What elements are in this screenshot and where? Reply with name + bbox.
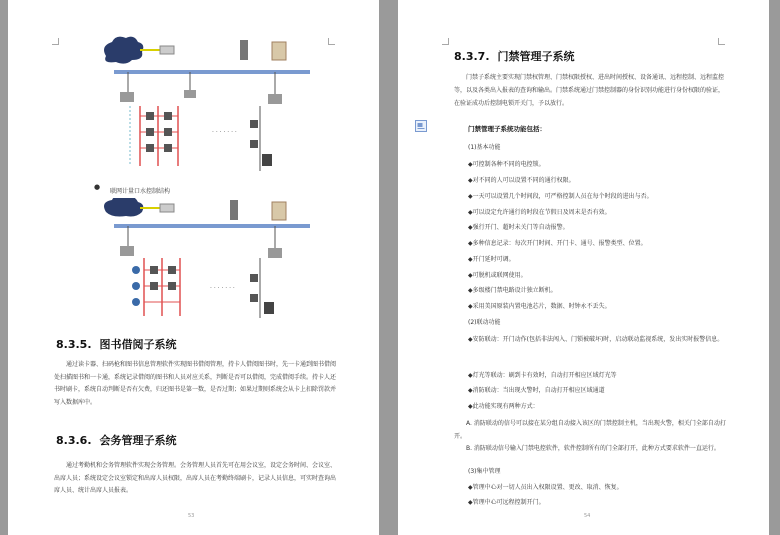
section-number: 8.3.5. [56, 338, 92, 351]
caption-bullet: ● [94, 183, 101, 191]
feature-line: ◆可脱机或联网使用。 [468, 272, 527, 279]
feature-line: ◆可控制各种不同的电控锁。 [468, 161, 545, 168]
feature-line: ◆开门延时可调。 [468, 256, 515, 263]
page-number: 53 [188, 513, 195, 519]
section-number: 8.3.7. [454, 50, 490, 63]
feature-line: ◆采用美国原装内置电池芯片，数据、时钟永不丢失。 [468, 303, 611, 310]
paragraph-access-control-intro: 门禁子系统主要实现门禁权管理、门禁权限授权、进出时间授权、设备通讯、远程控制、远程监控等，以及各类出入报表的查询和输出。门禁系统通过门禁控制器的身份识别功能进行身份权限的验证，在验证成功后控制电锁开关门，予以放行。 [454, 74, 725, 107]
network-diagram-bottom [100, 198, 316, 323]
section-title: 门禁管理子系统 [497, 50, 575, 63]
margin-corner-mark [442, 38, 449, 45]
feature-line: ◆管理中心可远程控制开门。 [468, 499, 545, 506]
section-heading-8-3-5 [56, 336, 177, 352]
page-number: 54 [584, 513, 591, 519]
feature-line: (2)联动功能 [468, 319, 501, 326]
feature-line: ◆多级楼门禁电路设计独立断机。 [468, 287, 557, 294]
feature-line: ◆此功能实现有两种方式： [468, 403, 539, 410]
feature-line: ◆管理中心对一切人员出入权限设置、更改、取消、恢复。 [468, 484, 623, 491]
feature-line: (1)基本功能 [468, 144, 501, 151]
feature-line: ◆消防联动：当出现火警时，自动打开相应区域通道 [468, 387, 605, 394]
margin-corner-mark [718, 38, 725, 45]
network-diagram-top [100, 36, 316, 176]
feature-line: ◆对不同的人可以设置不同的通行权限。 [468, 177, 575, 184]
left-page [8, 0, 379, 535]
section-title: 图书借阅子系统 [99, 338, 177, 351]
svg-text:· · · · · · ·: · · · · · · · [210, 285, 235, 292]
feature-line: ◆多种信息记录：每次开门时间、开门卡、通号、报警类型、位置。 [468, 240, 647, 247]
section-heading-8-3-7 [454, 48, 575, 64]
feature-line: ◆灯光等联动：刷到卡有效时，自动打开相应区域灯光等 [468, 372, 617, 379]
margin-corner-mark [328, 38, 335, 45]
paragraph-library-borrowing: 通过读卡器、扫码枪和图书信息管理软件实现图书借阅管理，持卡人借阅图书时，先一卡通到图书借阅处扫描图书和一卡通，系统记录借阅的图书和人员对应关系，判断是否可以借阅，完成借阅手续。持卡人还书时刷卡，系统自动判断是否有欠费，归还图书是第一数，是否过期；如果过期则系统会从卡上扣除罚款并写入数据库中。 [54, 361, 337, 406]
svg-text:· · · · · · ·: · · · · · · · [212, 129, 237, 136]
paragraph-meeting-management: 通过考勤机和会务管理软件实现会务管理。会务管理人员首先可在用会议室，设定会务时间、会议室、出席人员；系统设定会议室锁定和出席人员权限，出席人员在考勤终端刷卡，记录人员信息，可实时查询出席人员、统计出席人员报表。 [54, 462, 337, 494]
margin-corner-mark [52, 38, 59, 45]
feature-line: ◆一天可以设置几个时间段，可严格控制人员在每个时段的进出与否。 [468, 193, 653, 200]
section-heading-8-3-6 [56, 432, 177, 448]
feature-line: B. 消防联动信号输入门禁电控软件，软件控制所有的门全部打开，此种方式要求软件一直运行。 [466, 445, 720, 452]
feature-line: A. 消防联动的信号可以接在某分组自动接入该区的门禁控制主机，当出现火警，相关门全部自动打开。 [454, 420, 726, 440]
section-number: 8.3.6. [56, 434, 92, 447]
feature-line: ◆安防联动：开门动作(包括非法闯入、门锁被破坏)时，启动联动监视系统，发出实时报警信息。 [468, 336, 724, 343]
feature-line: ◆可以设定允许通行的时段在节假日及周末是否有效。 [468, 209, 611, 216]
diagram-caption: 联网计量口水控制结构 [110, 188, 171, 195]
right-page [398, 0, 769, 535]
feature-line: ◆强行开门、超时未关门等自动报警。 [468, 224, 569, 231]
feature-line: (3)集中管理 [468, 468, 501, 475]
features-heading: 门禁管理子系统功能包括： [468, 125, 546, 133]
layout-options-icon[interactable] [415, 120, 427, 132]
section-title: 会务管理子系统 [99, 434, 177, 447]
